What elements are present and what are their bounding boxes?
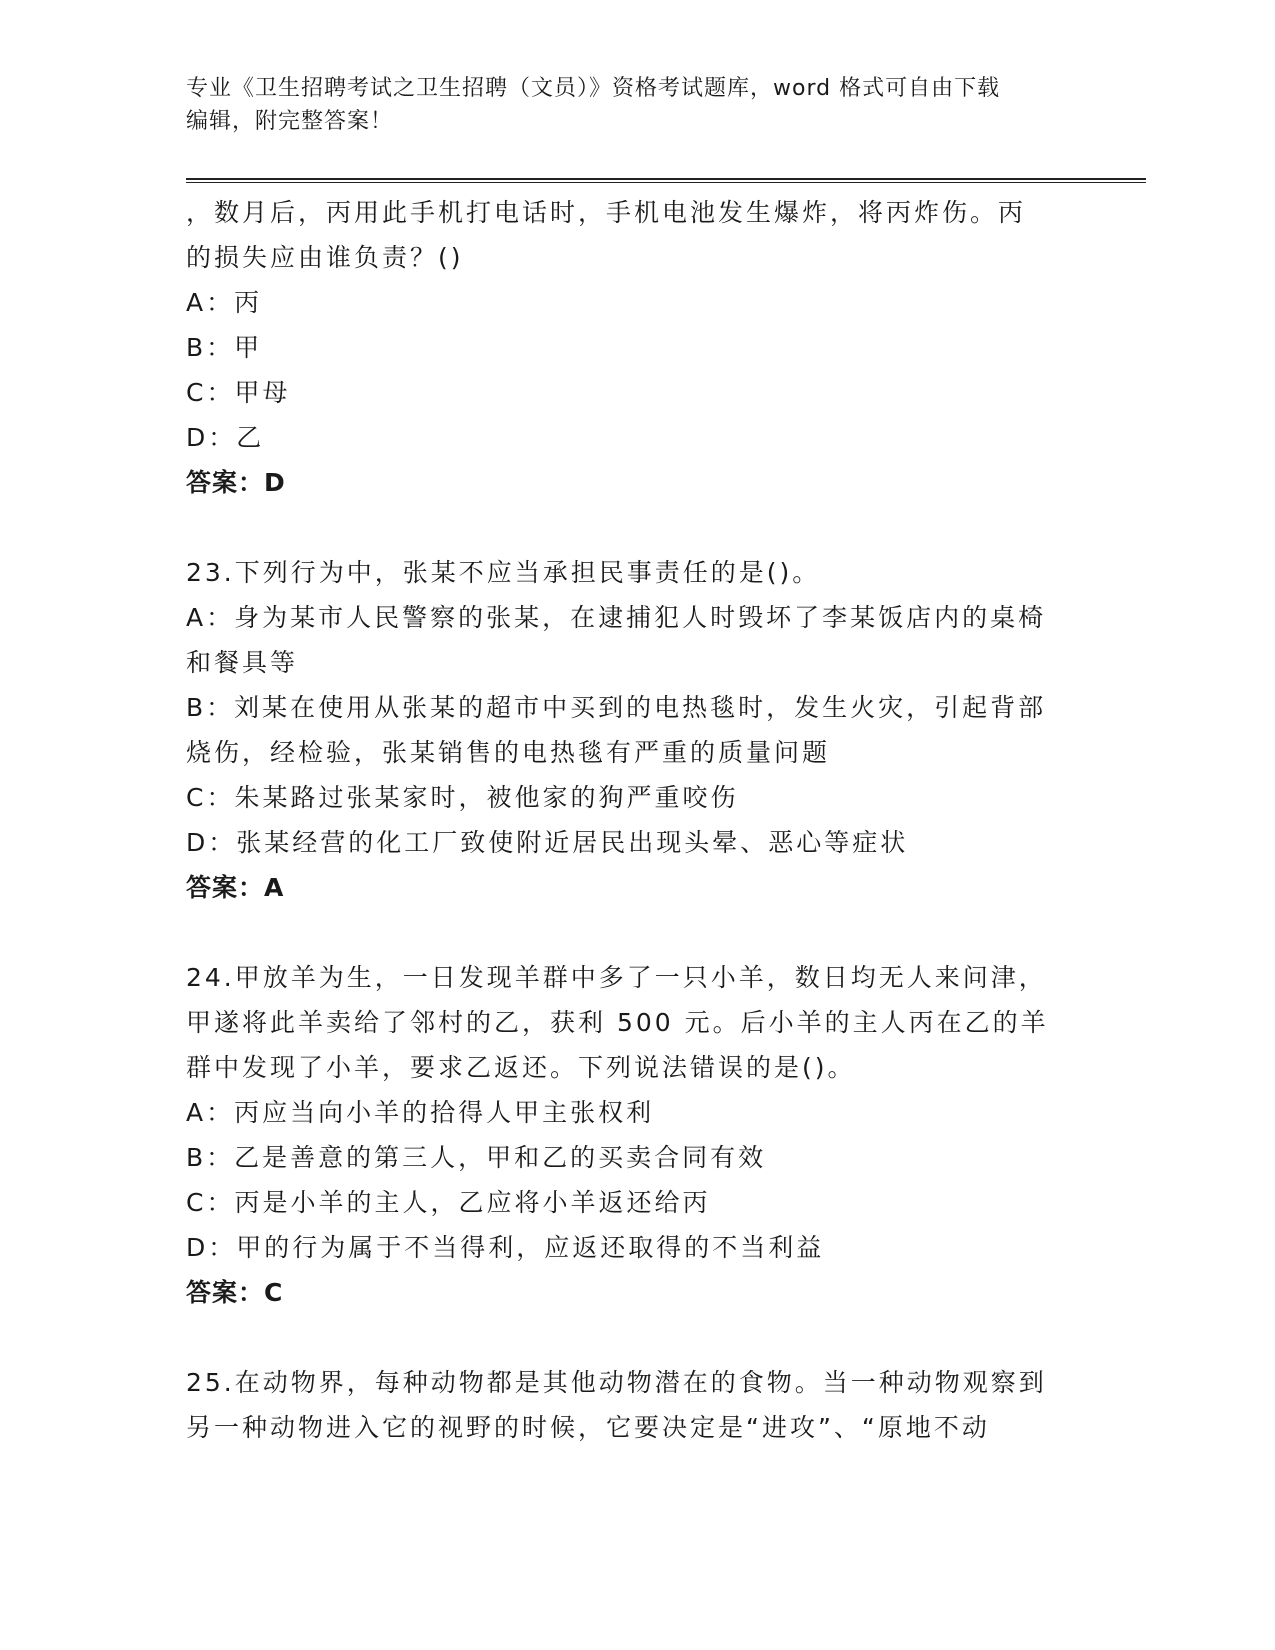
answer-label: 答案：D [186, 468, 286, 497]
header-line-1: 专业《卫生招聘考试之卫生招聘（文员）》资格考试题库，word 格式可自由下载 [186, 76, 1001, 101]
question-stem-line: 24.甲放羊为生，一日发现羊群中多了一只小羊，数日均无人来问津， [186, 963, 1047, 992]
spacer [186, 910, 1086, 955]
spacer [186, 505, 1086, 550]
answer-label: 答案：A [186, 873, 285, 902]
option-d: D：张某经营的化工厂致使附近居民出现头晕、恶心等症状 [186, 828, 909, 857]
option-d: D：乙 [186, 423, 265, 452]
question-content [186, 190, 1086, 1450]
question-25 [186, 1360, 1086, 1450]
header-divider [186, 178, 1146, 183]
spacer [186, 1315, 1086, 1360]
option-a: A：身为某市人民警察的张某，在逮捕犯人时毁坏了李某饭店内的桌椅 [186, 603, 1047, 632]
question-stem-line: 群中发现了小羊，要求乙返还。下列说法错误的是()。 [186, 1053, 856, 1082]
option-d: D：甲的行为属于不当得利，应返还取得的不当利益 [186, 1233, 825, 1262]
question-22 [186, 190, 1086, 505]
question-24 [186, 955, 1086, 1315]
question-stem-line: 25.在动物界，每种动物都是其他动物潜在的食物。当一种动物观察到 [186, 1368, 1047, 1397]
document-header [186, 72, 1086, 138]
option-b-continued: 烧伤，经检验，张某销售的电热毯有严重的质量问题 [186, 738, 831, 767]
question-stem-line: 甲遂将此羊卖给了邻村的乙，获利 500 元。后小羊的主人丙在乙的羊 [186, 1008, 1049, 1037]
option-c: C：甲母 [186, 378, 291, 407]
question-23 [186, 550, 1086, 910]
option-a: A：丙 [186, 288, 263, 317]
question-stem-line: 另一种动物进入它的视野的时候，它要决定是“进攻”、“原地不动 [186, 1413, 990, 1442]
option-b: B：甲 [186, 333, 263, 362]
option-b: B：乙是善意的第三人，甲和乙的买卖合同有效 [186, 1143, 767, 1172]
question-stem-line: ，数月后，丙用此手机打电话时，手机电池发生爆炸，将丙炸伤。丙 [186, 198, 1027, 227]
option-c: C：丙是小羊的主人，乙应将小羊返还给丙 [186, 1188, 711, 1217]
answer-label: 答案：C [186, 1278, 284, 1307]
option-a: A：丙应当向小羊的拾得人甲主张权利 [186, 1098, 655, 1127]
header-line-2: 编辑，附完整答案！ [186, 109, 394, 134]
option-a-continued: 和餐具等 [186, 648, 299, 677]
option-b: B：刘某在使用从张某的超市中买到的电热毯时，发生火灾，引起背部 [186, 693, 1047, 722]
question-stem-line: 23.下列行为中，张某不应当承担民事责任的是()。 [186, 558, 821, 587]
question-stem-line: 的损失应由谁负责？() [186, 243, 464, 272]
option-c: C：朱某路过张某家时，被他家的狗严重咬伤 [186, 783, 739, 812]
